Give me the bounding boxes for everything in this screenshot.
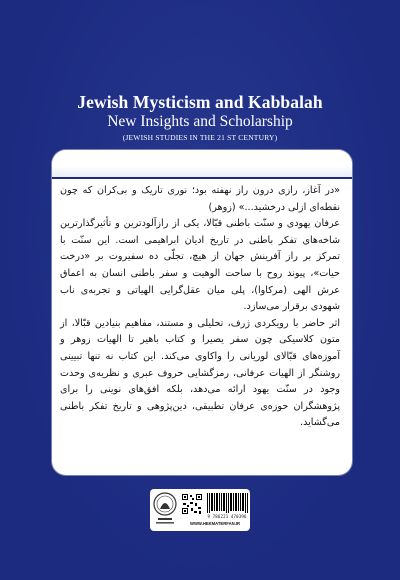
blurb-paragraph: اثر حاضر با رویکردی ژرف، تحلیلی و مستند، مفاهیم بنیادین قبّالا، از متون کلاسیکی چون سفر یصیرا و کتاب باهیر تا الهیات زوهر و آموزه‌های قبّالای لوریانی را واکاوی می‌کند. این کتاب نه تنها تبیینی روشنگر از الهیات عرفانی، رمزگشایی حروف عبری و نظریه‌ی وحدت وجود در سنّت یهود ارائه می‌دهد، بلکه افق‌های نوینی را برای پژوهشگران حوزه‌ی عرفان تطبیقی، دین‌پژوهی و تاریخ تفکر باطنی می‌گشاید. (60, 317, 340, 429)
book-title: Jewish Mysticism and Kabbalah (77, 92, 323, 112)
publisher-website: WWW.HEKMATERFAN.IR (190, 521, 240, 526)
series-label: (JEWISH STUDIES IN THE 21 ST CENTURY) (122, 133, 278, 142)
blurb-quote: «در آغاز، رازی درون راز نهفته بود؛ نوری تاریک و بی‌کران که چون نقطه‌ای ازلی درخشید...» (زوهر) (60, 185, 340, 213)
book-subtitle: New Insights and Scholarship (107, 113, 293, 130)
isbn-number: 9 786221 470396 (207, 514, 247, 519)
blurb-paragraph: عرفان یهودی و سنّت باطنی قبّالا، یکی از رازآلودترین و تأثیرگذارترین شاخه‌های تفکر باطنی در تاریخ ادیان ابراهیمی است. این سنّت با تمرکز بر راز آفرینش جهان از هیچ، تجلّی ده سفیروت بر «درخت حیات»، پیوند روح با ساحت الوهیت و سفر باطنی انسان به اعماق عرش الهی (مرکاوا)، پلی میان عقل‌گرایی الهیاتی و تجربه‌ی ناب شهودی برقرار می‌سازد. (60, 218, 340, 313)
publisher-logo-icon (152, 491, 178, 529)
blurb-text (60, 183, 340, 432)
barcode-icon (206, 492, 248, 514)
qr-code-icon (181, 493, 203, 515)
blurb-panel-header (52, 150, 352, 179)
